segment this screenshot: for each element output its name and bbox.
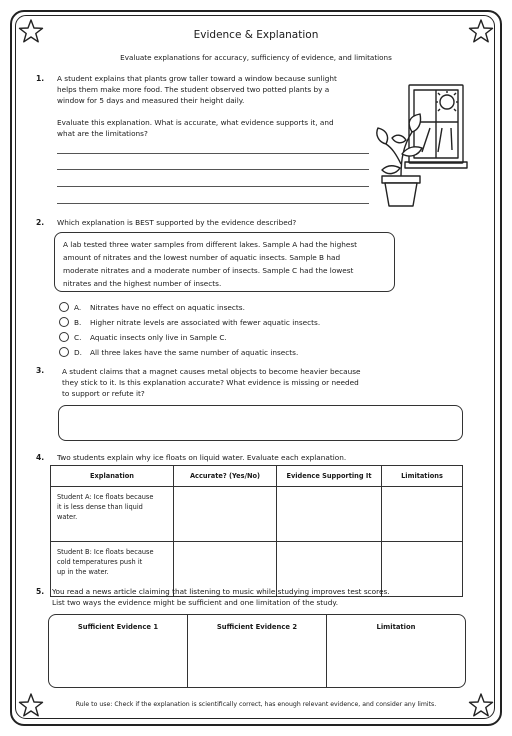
answer-line[interactable] [57, 203, 369, 204]
question-5-line: You read a news article claiming that listening to music while studying improves test scores. [52, 587, 390, 596]
radio-circle[interactable] [59, 302, 69, 312]
question-1-prompt-line: what are the limitations? [57, 129, 148, 138]
passage-line: nitrates and the highest number of insects. [63, 279, 222, 288]
cell-line: Student B: Ice floats because [57, 548, 154, 556]
option-a[interactable] [59, 302, 245, 314]
answer-line[interactable] [57, 169, 369, 170]
question-1-line: window for 5 days and measured their height daily. [57, 96, 245, 105]
table-header-row [51, 466, 463, 487]
option-letter: A. [74, 303, 82, 312]
cell-line: Student A: Ice floats because [57, 493, 154, 501]
cell-line: cold temperatures push it [57, 558, 143, 566]
column-header: Limitation [376, 623, 416, 631]
radio-circle[interactable] [59, 317, 69, 327]
question-5-text [52, 586, 472, 608]
answer-cell[interactable] [174, 487, 277, 542]
column-header: Sufficient Evidence 1 [77, 623, 159, 631]
passage-line: amount of nitrates and the lowest number of aquatic insects. Sample B had [63, 253, 341, 262]
option-b[interactable] [59, 317, 320, 329]
plant-window-illustration [372, 80, 470, 212]
radio-circle[interactable] [59, 347, 69, 357]
question-2-passage [54, 232, 395, 292]
option-c[interactable] [59, 332, 227, 344]
radio-circle[interactable] [59, 332, 69, 342]
question-3-text [62, 366, 442, 399]
cell-line: water. [57, 513, 78, 521]
option-text: Higher nitrate levels are associated with fewer aquatic insects. [90, 318, 321, 327]
question-5-table [48, 614, 466, 688]
passage-line: moderate nitrates and a moderate number of insects. Sample C had the lowest [63, 266, 354, 275]
page-title: Evidence & Explanation [193, 29, 319, 41]
header-explanation: Explanation [51, 466, 174, 487]
question-3-number: 3. [36, 366, 45, 375]
question-3-line: they stick to it. Is this explanation accurate? What evidence is missing or needed [62, 378, 359, 387]
limitation-column[interactable] [327, 615, 465, 687]
answer-cell[interactable] [382, 487, 463, 542]
question-5-line: List two ways the evidence might be sufficient and one limitation of the study. [52, 598, 339, 607]
table-row [51, 487, 463, 542]
option-text: Nitrates have no effect on aquatic insects. [90, 303, 245, 312]
header-limitations: Limitations [382, 466, 463, 487]
option-letter: B. [74, 318, 82, 327]
question-3-answer-box[interactable] [58, 405, 463, 441]
answer-cell[interactable] [277, 487, 382, 542]
question-1-text [57, 73, 377, 106]
question-4-number: 4. [36, 453, 45, 462]
question-4-table [50, 465, 463, 597]
option-letter: C. [74, 333, 82, 342]
header-accurate: Accurate? (Yes/No) [174, 466, 277, 487]
option-text: Aquatic insects only live in Sample C. [90, 333, 227, 342]
passage-line: A lab tested three water samples from different lakes. Sample A had the highest [63, 240, 357, 249]
page-subtitle: Evaluate explanations for accuracy, sufficiency of evidence, and limitations [120, 53, 392, 62]
question-2-number: 2. [36, 218, 45, 227]
sufficient-evidence-1-column[interactable] [49, 615, 188, 687]
column-header: Sufficient Evidence 2 [216, 623, 298, 631]
option-letter: D. [74, 348, 82, 357]
question-3-line: A student claims that a magnet causes metal objects to become heavier because [62, 367, 361, 376]
question-1-prompt-line: Evaluate this explanation. What is accurate, what evidence supports it, and [57, 118, 334, 127]
explanation-cell [51, 487, 174, 542]
question-3-line: to support or refute it? [62, 389, 145, 398]
sufficient-evidence-2-column[interactable] [188, 615, 327, 687]
option-d[interactable] [59, 347, 298, 359]
question-1-prompt [57, 117, 377, 139]
cell-line: up in the water. [57, 568, 109, 576]
question-1-number: 1. [36, 74, 45, 83]
question-2-text: Which explanation is BEST supported by the evidence described? [57, 218, 297, 227]
header-evidence: Evidence Supporting It [277, 466, 382, 487]
option-text: All three lakes have the same number of aquatic insects. [90, 348, 299, 357]
question-4-text: Two students explain why ice floats on liquid water. Evaluate each explanation. [57, 453, 347, 462]
answer-line[interactable] [57, 186, 369, 187]
answer-line[interactable] [57, 153, 369, 154]
question-1-line: helps them make more food. The student observed two potted plants by a [57, 85, 330, 94]
question-5-number: 5. [36, 587, 45, 596]
cell-line: it is less dense than liquid [57, 503, 143, 511]
question-1-line: A student explains that plants grow taller toward a window because sunlight [57, 74, 337, 83]
rule-footer: Rule to use: Check if the explanation is scientifically correct, has enough relevant evidence, and consider any limits. [75, 701, 437, 708]
